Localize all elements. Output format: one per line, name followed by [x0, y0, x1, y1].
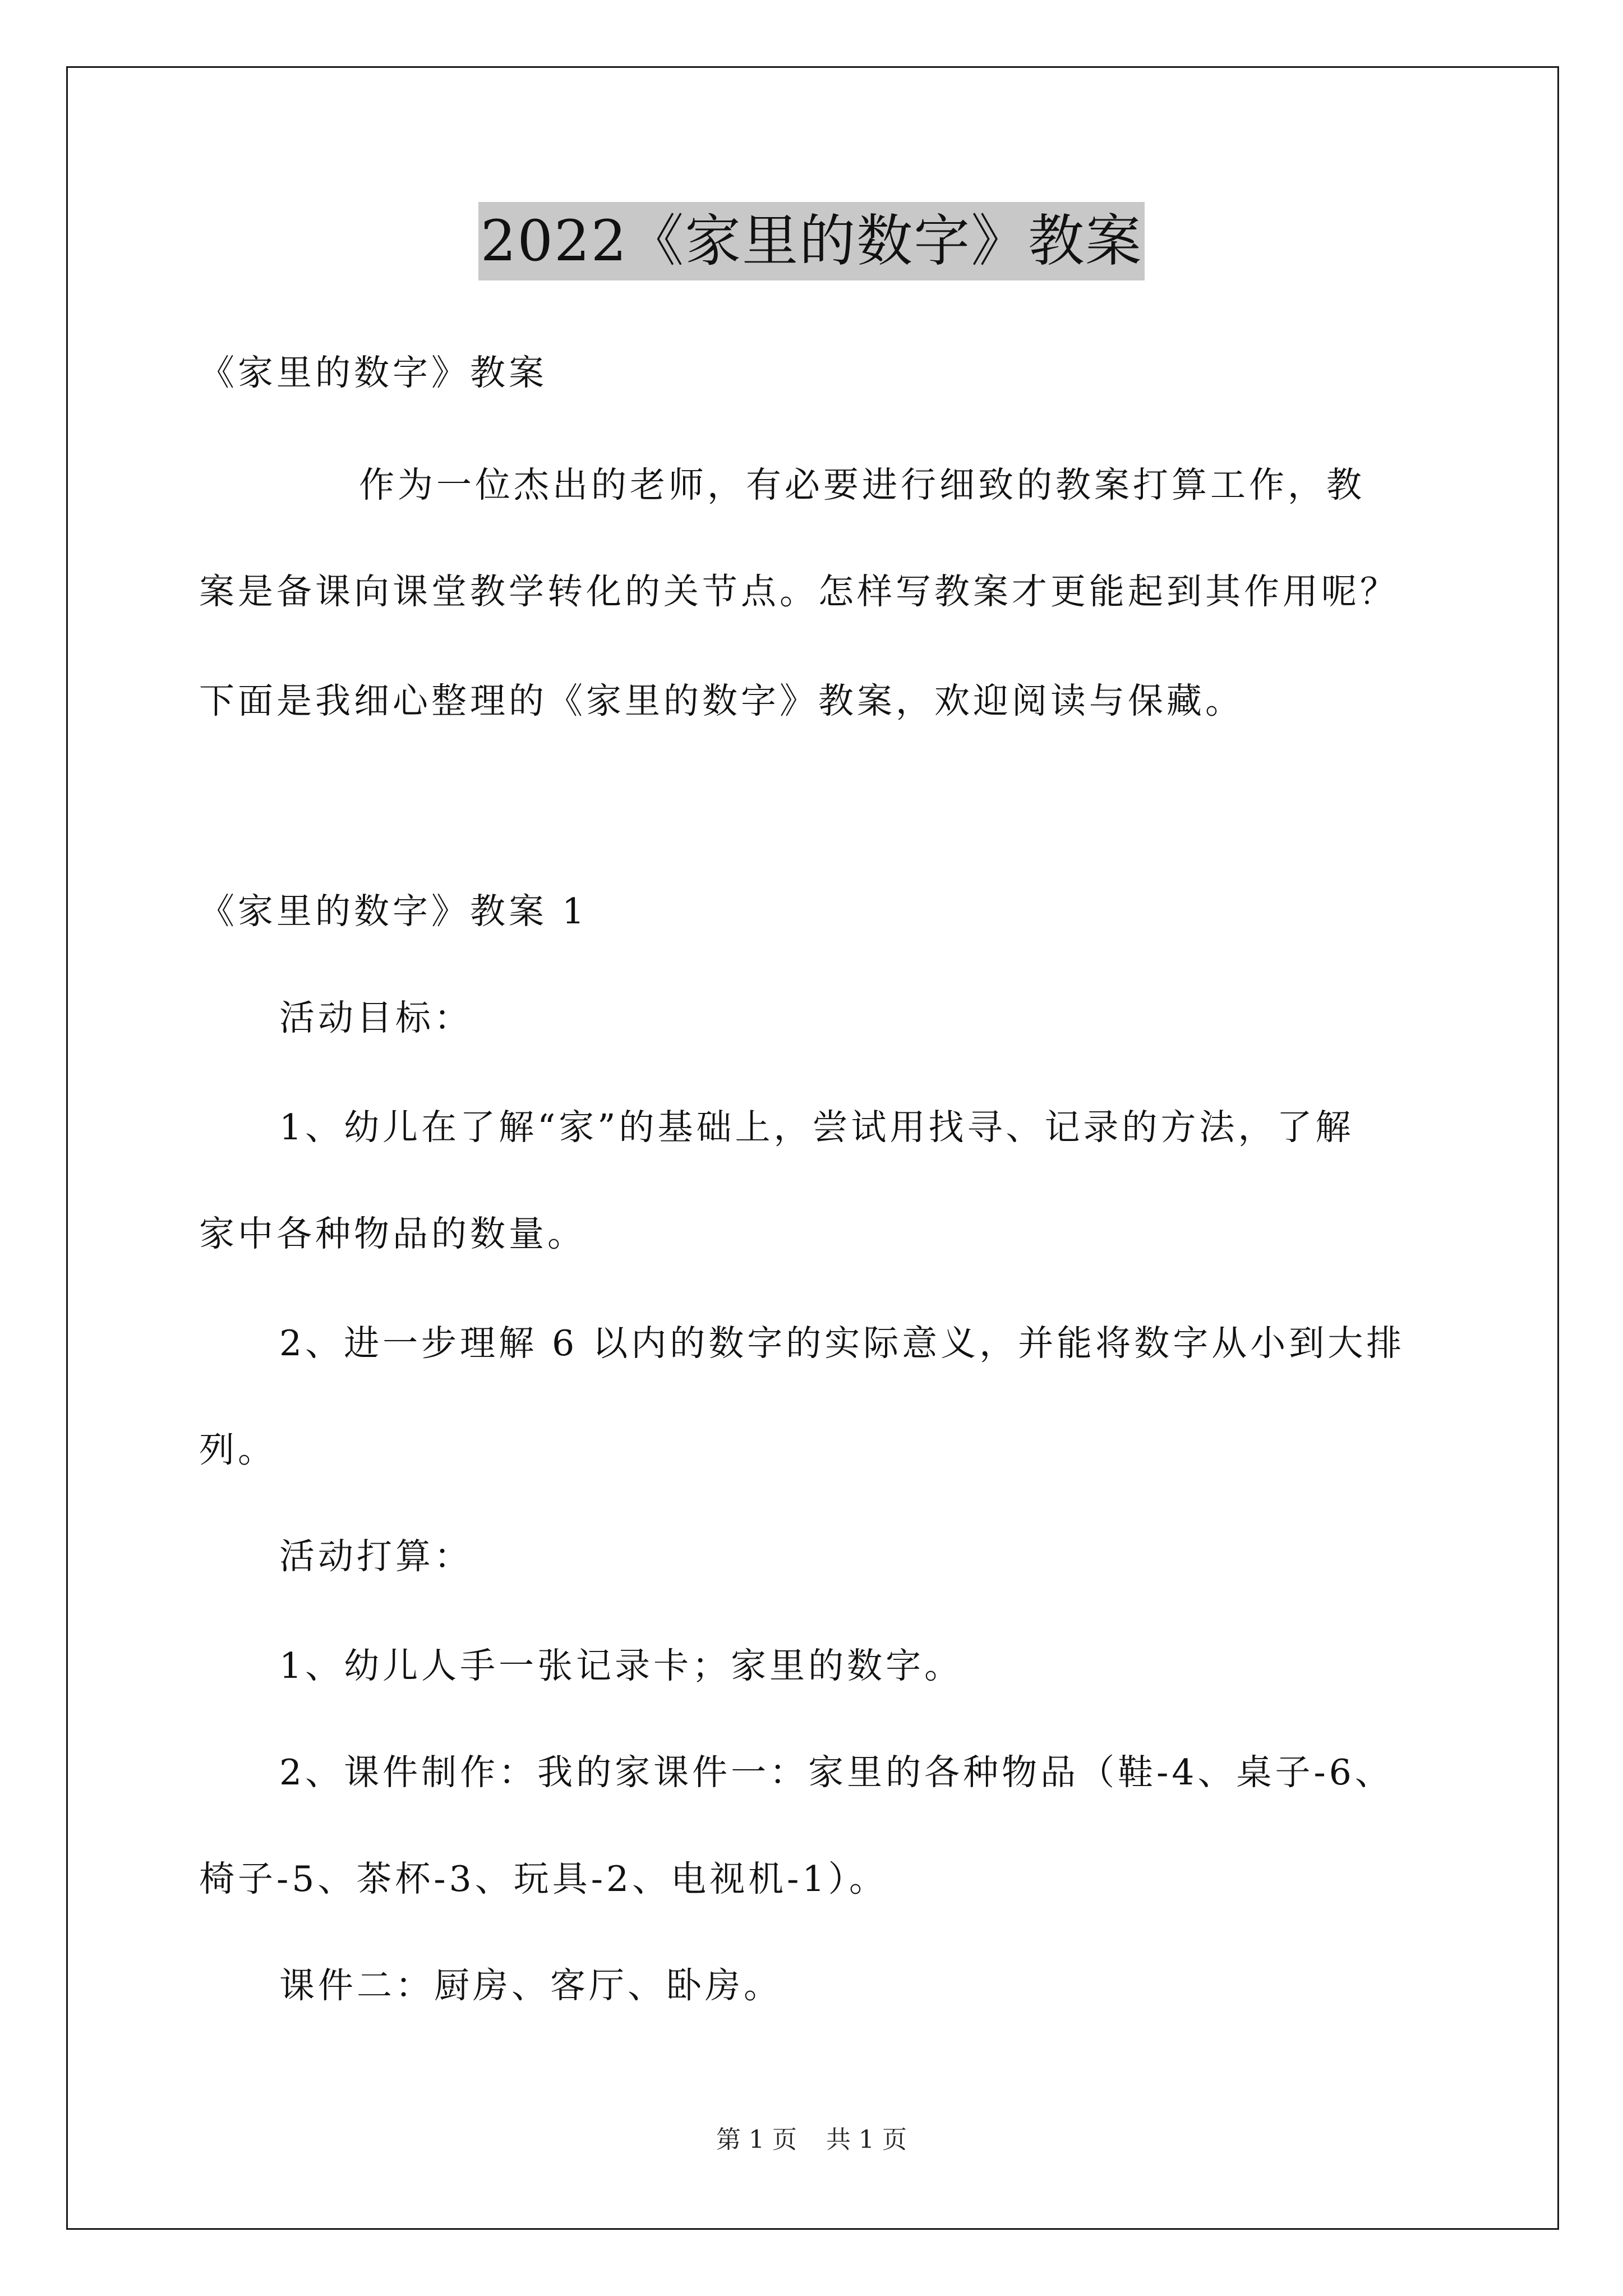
goal-1-line-2: 家中各种物品的数量。 [199, 1213, 586, 1254]
prep-item-3: 课件二：厨房、客厅、卧房。 [279, 1965, 782, 2006]
intro-line-2: 案是备课向课堂教学转化的关节点。怎样写教案才更能起到其作用呢？ [199, 571, 1399, 612]
subtitle: 《家里的数字》教案 [199, 352, 547, 393]
goal-1-line-1: 1、幼儿在了解“家”的基础上，尝试用找寻、记录的方法，了解 [279, 1107, 1354, 1148]
goal-2-line-1: 2、进一步理解 6 以内的数字的实际意义，并能将数字从小到大排 [279, 1323, 1405, 1364]
intro-line-1: 作为一位杰出的老师，有必要进行细致的教案打算工作，教 [359, 464, 1365, 505]
section-heading: 《家里的数字》教案 1 [199, 891, 588, 932]
intro-line-3: 下面是我细心整理的《家里的数字》教案，欢迎阅读与保藏。 [199, 680, 1244, 721]
goals-heading: 活动目标： [279, 997, 473, 1038]
goal-2-line-2: 列。 [199, 1429, 276, 1470]
title-container [0, 202, 1623, 280]
prep-heading: 活动打算： [279, 1536, 473, 1577]
page-number: 第 1 页 [716, 2125, 797, 2154]
prep-item-2-line-2: 椅子-5、茶杯-3、玩具-2、电视机-1）。 [199, 1858, 888, 1899]
page-footer [0, 2123, 1623, 2157]
page-total: 共 1 页 [826, 2125, 907, 2154]
prep-item-2-line-1: 2、课件制作：我的家课件一：家里的各种物品（鞋-4、桌子-6、 [279, 1752, 1394, 1793]
prep-item-1: 1、幼儿人手一张记录卡；家里的数字。 [279, 1645, 963, 1686]
document-title: 2022《家里的数字》教案 [478, 202, 1145, 280]
